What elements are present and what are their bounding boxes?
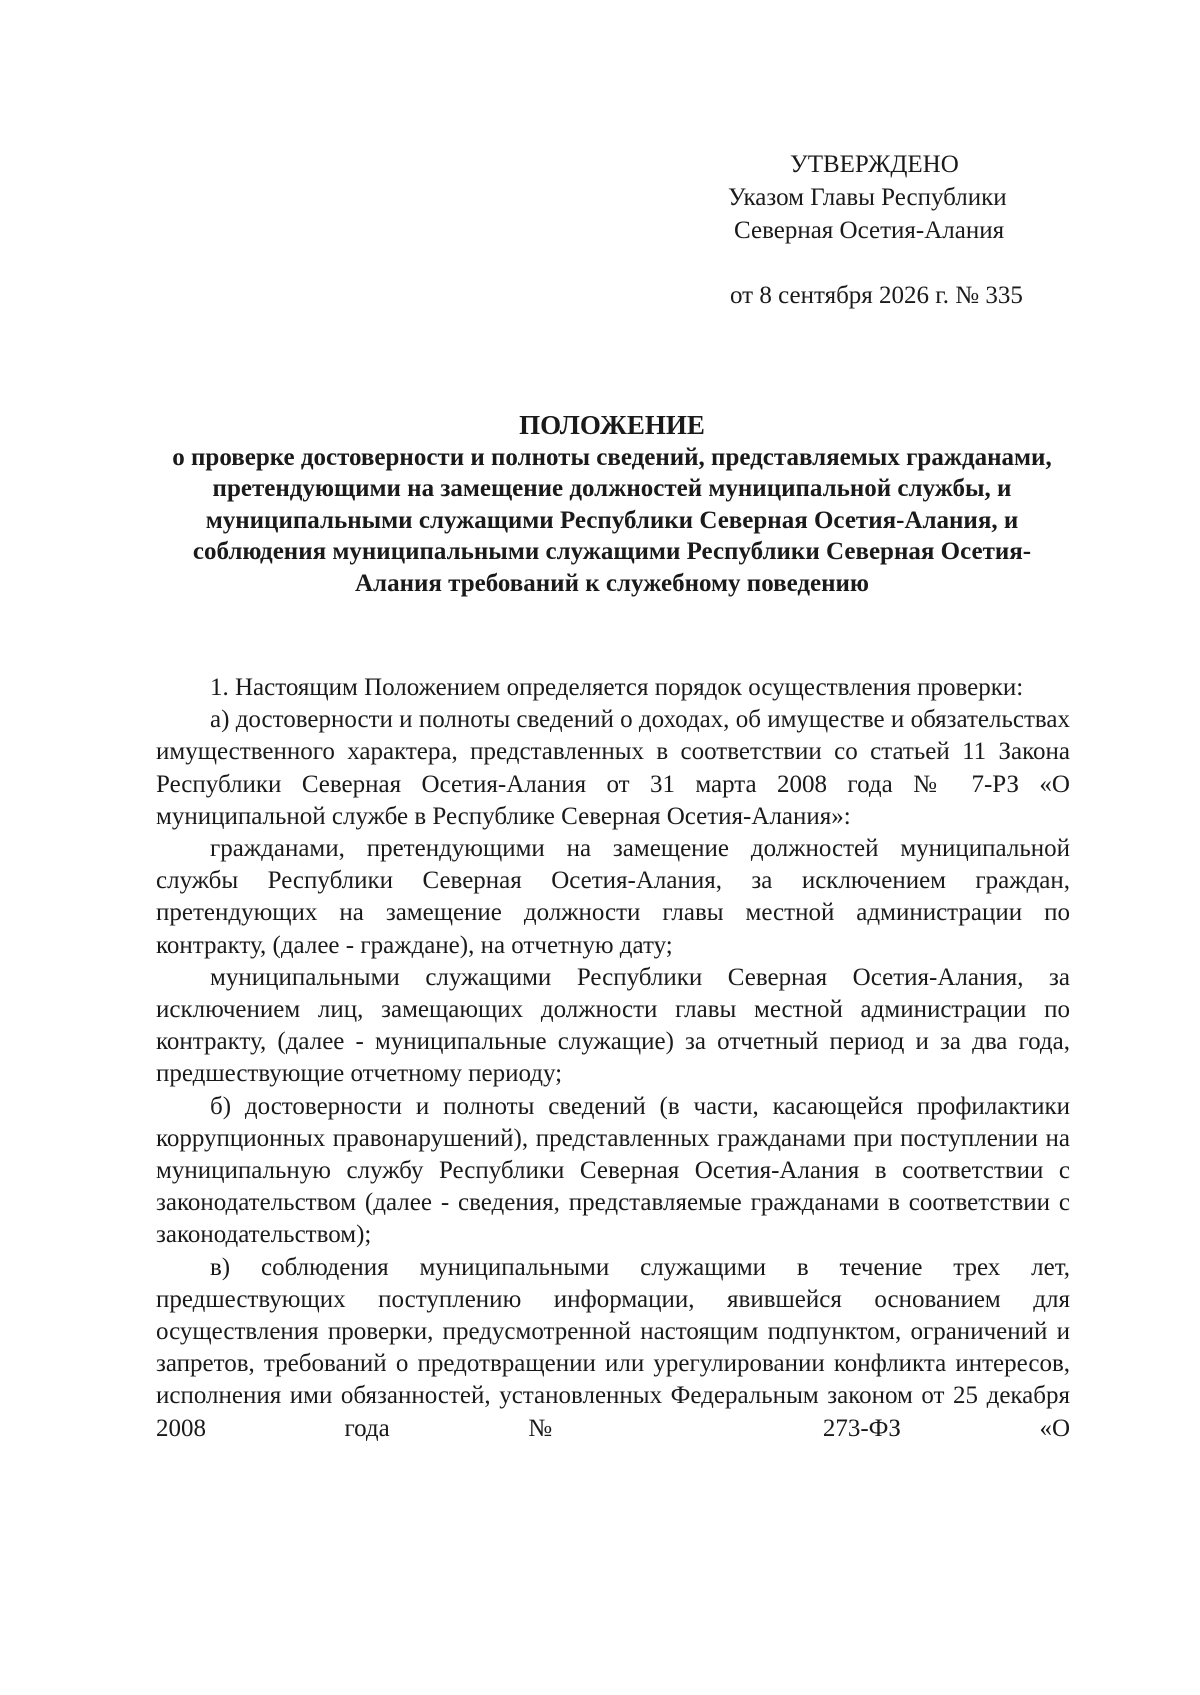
paragraph-1b: б) достоверности и полноты сведений (в части, касающейся профилактики коррупционных правонарушений), представленных гражданами при поступлении на муниципальную службу Республики Северная Осетия-Алания в соответствии с законодательством (далее - сведения, представляемые гражданами в соответствии с законодательством); [156, 1092, 1070, 1249]
paragraph-1: 1. Настоящим Положением определяется порядок осуществления проверки: [210, 674, 1024, 701]
paragraph-municipal-servants: муниципальными служащими Республики Северная Осетия-Алания, за исключением лиц, замещающих должности главы местной администрации по контракту, (далее - муниципальные служащие) за отчетный период и за два года, предшествующие отчетному периоду; [156, 963, 1070, 1088]
document-subtitle: о проверке достоверности и полноты сведений, представляемых гражданами, претендующими на замещение должностей муниципальной службы, и муниципальными служащими Республики Северная Осетия-Алания, и соблюдения муниципальными служащими Республики Северная Осетия-Алания требований к служебному поведению [172, 443, 1052, 597]
approval-line-republic: Северная Осетия-Алания [734, 217, 1005, 244]
paragraph-1a: а) достоверности и полноты сведений о доходах, об имуществе и обязательствах имущественного характера, представленных в соответствии со статьей 11 Закона Республики Северная Осетия-Алания от 31 марта 2008 года № 7-РЗ «О муниципальной службе в Республике Северная Осетия-Алания»: [156, 706, 1070, 830]
document-title: ПОЛОЖЕНИЕ [519, 410, 705, 440]
approval-heading: УТВЕРЖДЕНО [790, 151, 959, 178]
paragraph-1v: в) соблюдения муниципальными служащими в течение трех лет, предшествующих поступлению информации, явившейся основанием для осуществления проверки, предусмотренной настоящим подпунктом, ограничений и запретов, требований о предотвращении или урегулировании конфликта интересов, исполнения ими обязанностей, установленных Федеральным законом от 25 декабря 2008 года № 273-ФЗ «О [156, 1253, 1070, 1442]
paragraph-citizens: гражданами, претендующими на замещение должностей муниципальной службы Республики Северная Осетия-Алания, за исключением граждан, претендующих на замещение должности главы местной администрации по контракту, (далее - граждане), на отчетную дату; [156, 835, 1070, 959]
approval-date-number: от 8 сентября 2026 г. № 335 [730, 282, 1023, 309]
approval-stamp [718, 148, 1098, 312]
document-title-block [150, 410, 1074, 599]
approval-line-decree: Указом Главы Республики [728, 184, 1007, 211]
document-body [156, 672, 1070, 1445]
